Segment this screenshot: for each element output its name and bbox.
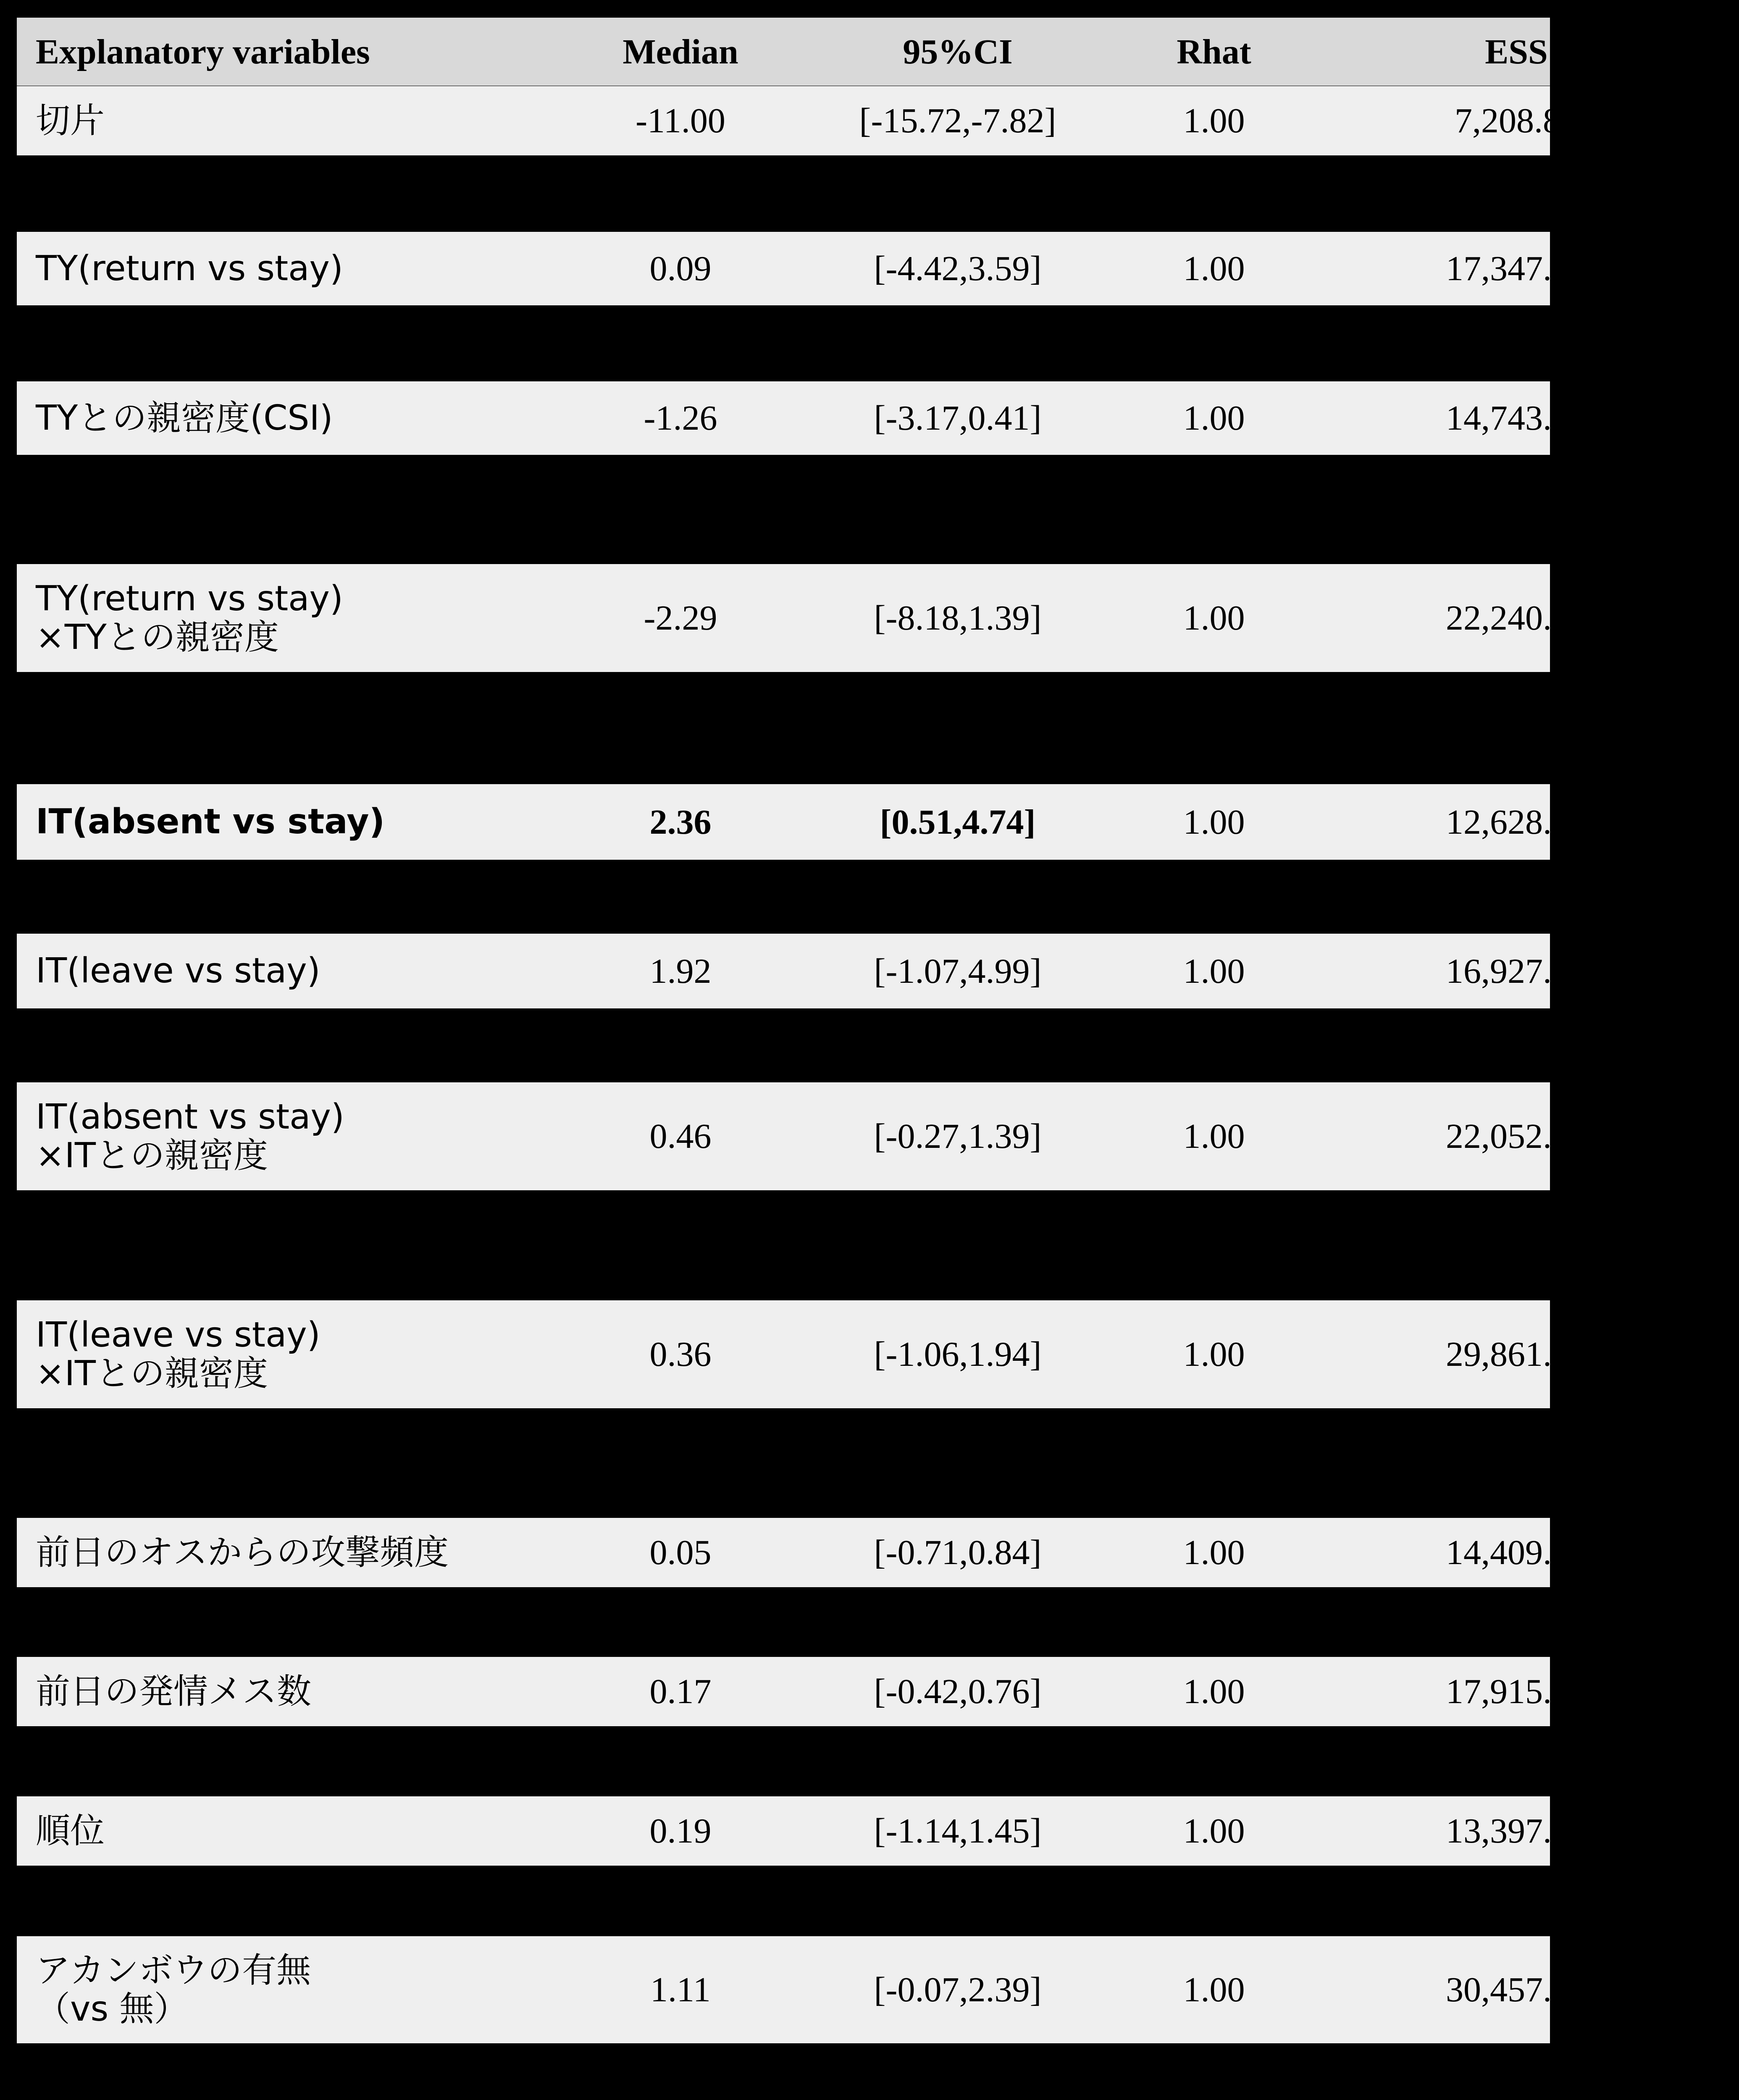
cell-rhat: 1.00 — [1183, 802, 1245, 842]
table-header — [17, 18, 1550, 86]
cell-ess: 14,743.54 — [1446, 399, 1587, 438]
variable-line-2: ×ITとの親密度 — [36, 1353, 268, 1394]
cell-median: 0.36 — [649, 1335, 712, 1374]
cell-variable — [36, 1518, 561, 1587]
cell-rhat: 1.00 — [1183, 1672, 1245, 1711]
table-row — [17, 1796, 1587, 1866]
header-ci: 95%CI — [903, 32, 1013, 71]
cell-median: 1.92 — [649, 951, 712, 991]
table-row — [17, 1936, 1587, 2043]
cell-rhat: 1.00 — [1183, 1335, 1245, 1374]
cell-rhat: 1.00 — [1183, 951, 1245, 991]
cell-ci: [-4.42,3.59] — [874, 249, 1042, 288]
cell-variable — [36, 1300, 561, 1408]
cell-ci: [-1.14,1.45] — [874, 1811, 1042, 1851]
cell-variable — [36, 1657, 561, 1726]
cell-median: -1.26 — [644, 399, 717, 438]
variable-line-1: IT(absent vs stay) — [36, 1097, 344, 1137]
cell-variable — [36, 934, 561, 1008]
cell-variable — [36, 784, 561, 860]
cell-ess: 22,052.28 — [1446, 1117, 1587, 1156]
header-ess: ESS — [1485, 32, 1548, 71]
cell-variable — [36, 564, 561, 672]
cell-variable — [36, 1936, 561, 2043]
cell-ess: 30,457.48 — [1446, 1970, 1587, 2009]
header-rhat: Rhat — [1177, 32, 1251, 71]
cell-ci: [-1.06,1.94] — [874, 1335, 1042, 1374]
cell-median: 0.19 — [649, 1811, 712, 1851]
cell-rhat: 1.00 — [1183, 598, 1245, 638]
cell-median: 0.05 — [649, 1533, 712, 1572]
cell-ci: [-8.18,1.39] — [874, 598, 1042, 638]
cell-rhat: 1.00 — [1183, 1970, 1245, 2009]
cell-median: -11.00 — [636, 101, 725, 140]
cell-median: -2.29 — [644, 598, 717, 638]
cell-median: 1.11 — [650, 1970, 711, 2009]
cell-ess: 29,861.60 — [1446, 1335, 1587, 1374]
cell-ci: [-0.42,0.76] — [874, 1672, 1042, 1711]
cell-rhat: 1.00 — [1183, 399, 1245, 438]
cell-variable — [36, 86, 561, 155]
cell-ess: 16,927.18 — [1446, 951, 1587, 991]
cell-median: 0.46 — [649, 1117, 712, 1156]
cell-variable — [36, 1082, 561, 1190]
table-row — [17, 934, 1587, 1008]
variable-line-1: 切片 — [36, 100, 105, 141]
variable-line-1: アカンボウの有無 — [36, 1950, 311, 1990]
table-row — [17, 1082, 1587, 1190]
variable-line-2: ×ITとの親密度 — [36, 1135, 268, 1176]
variable-line-1: TYとの親密度(CSI) — [36, 398, 333, 438]
cell-ci: [0.51,4.74] — [880, 802, 1036, 842]
cell-ess: 12,628.28 — [1446, 802, 1587, 842]
table-row — [17, 86, 1578, 155]
variable-line-1: TY(return vs stay) — [36, 248, 343, 289]
cell-rhat: 1.00 — [1183, 1811, 1245, 1851]
cell-rhat: 1.00 — [1183, 1533, 1245, 1572]
cell-ess: 13,397.88 — [1446, 1811, 1587, 1851]
variable-line-1: IT(leave vs stay) — [36, 951, 320, 991]
cell-ci: [-0.27,1.39] — [874, 1117, 1042, 1156]
variable-line-1: IT(leave vs stay) — [36, 1315, 320, 1355]
variable-line-2: （vs 無） — [36, 1989, 189, 2029]
cell-variable — [36, 1796, 561, 1866]
table-row — [17, 1518, 1587, 1587]
header-median: Median — [623, 32, 738, 71]
cell-rhat: 1.00 — [1183, 249, 1245, 288]
cell-rhat: 1.00 — [1183, 1117, 1245, 1156]
variable-line-1: 順位 — [36, 1811, 105, 1851]
cell-median: 0.17 — [649, 1672, 712, 1711]
table-row — [17, 1657, 1587, 1726]
variable-line-1: IT(absent vs stay) — [36, 802, 385, 842]
table-row — [17, 1300, 1587, 1408]
table-row — [17, 381, 1587, 455]
cell-median: 0.09 — [649, 249, 712, 288]
cell-variable — [36, 381, 561, 455]
cell-rhat: 1.00 — [1183, 101, 1245, 140]
variable-line-1: 前日の発情メス数 — [36, 1671, 312, 1712]
cell-ci: [-3.17,0.41] — [874, 399, 1042, 438]
table-row — [17, 564, 1587, 672]
cell-median: 2.36 — [649, 802, 712, 842]
cell-ci: [-15.72,-7.82] — [859, 101, 1056, 140]
cell-ci: [-0.07,2.39] — [874, 1970, 1042, 2009]
cell-ess: 17,915.20 — [1446, 1672, 1587, 1711]
cell-ess: 14,409.51 — [1446, 1533, 1587, 1572]
cell-ci: [-0.71,0.84] — [874, 1533, 1042, 1572]
table-row — [17, 784, 1587, 860]
variable-line-1: 前日のオスからの攻撃頻度 — [36, 1532, 449, 1572]
cell-variable — [36, 232, 561, 305]
cell-ess: 17,347.46 — [1446, 249, 1587, 288]
variable-line-1: TY(return vs stay) — [36, 578, 343, 619]
cell-ess: 7,208.84 — [1455, 101, 1578, 140]
cell-ci: [-1.07,4.99] — [874, 951, 1042, 991]
table-row — [17, 232, 1587, 305]
variable-line-2: ×TYとの親密度 — [36, 617, 279, 657]
header-variables: Explanatory variables — [36, 32, 370, 71]
cell-ess: 22,240.13 — [1446, 598, 1587, 638]
